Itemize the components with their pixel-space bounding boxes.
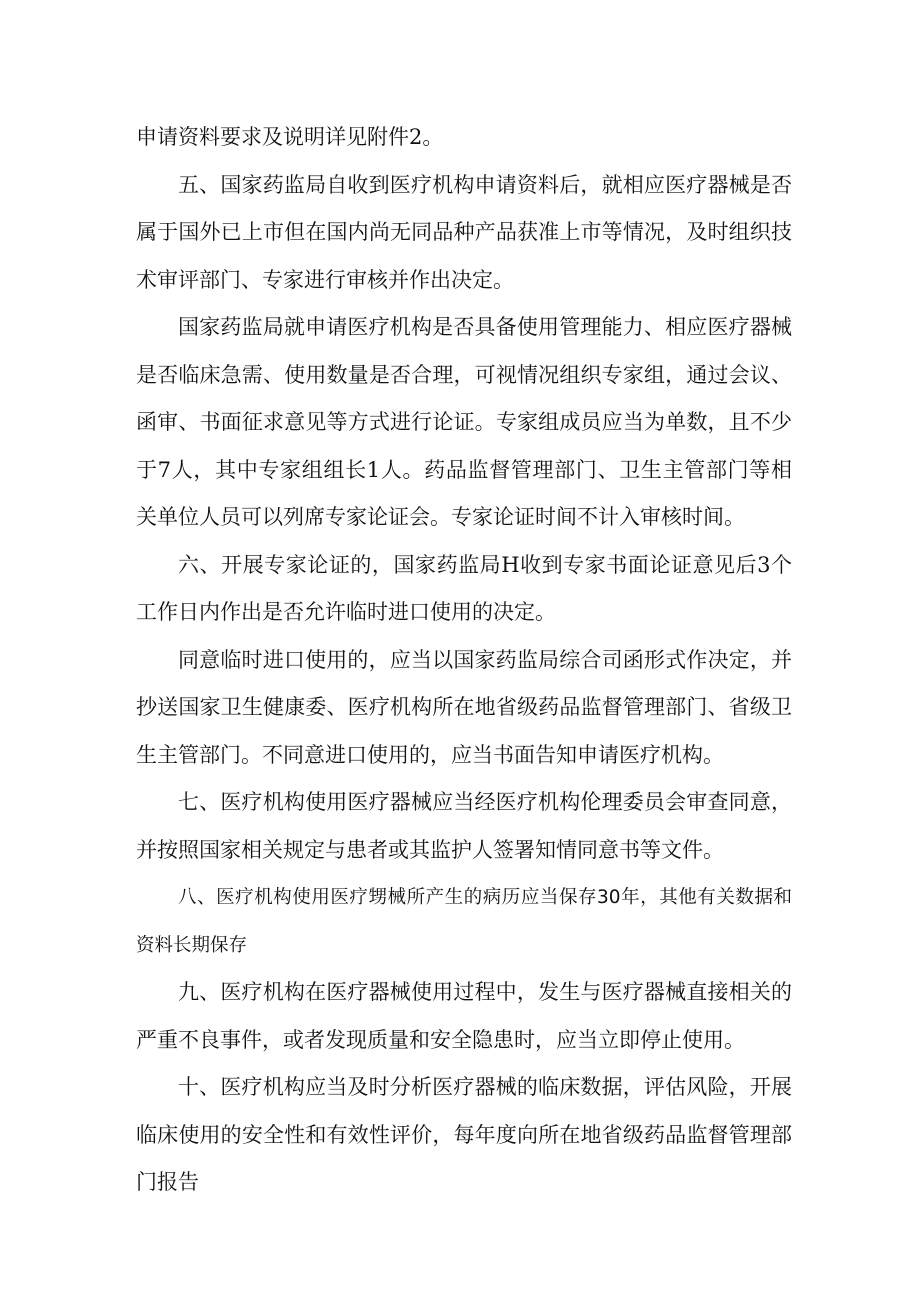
paragraph-section-6: 六、开展专家论证的，国家药监局H收到专家书面论证意见后3个工作日内作出是否允许临时进口使用的决定。 (136, 552, 792, 624)
document-body (136, 114, 792, 1207)
paragraph-attachment-note: 申请资料要求及说明详见附件2。 (136, 125, 444, 149)
paragraph-section-9: 九、医疗机构在医疗器械使用过程中，发生与医疗器械直接相关的严重不良事件，或者发现质量和安全隐患时，应当立即停止使用。 (136, 980, 792, 1052)
paragraph-section-5: 五、国家药监局自收到医疗机构申请资料后，就相应医疗器械是否属于国外已上市但在国内尚无同品种产品获准上市等情况，及时组织技术审评部门、专家进行审核并作出决定。 (136, 172, 792, 292)
paragraph-expert-review: 国家药监局就申请医疗机构是否具备使用管理能力、相应医疗器械是否临床急需、使用数量是否合理，可视情况组织专家组，通过会议、函审、书面征求意见等方式进行论证。专家组成员应当为单数，且不少于7人，其中专家组组长1人。药品监督管理部门、卫生主管部门等相关单位人员可以列席专家论证会。专家论证时间不计入审核时间。 (136, 315, 792, 529)
paragraph-approval: 同意临时进口使用的，应当以国家药监局综合司函形式作决定，并抄送国家卫生健康委、医疗机构所在地省级药品监督管理部门、省级卫生主管部门。不同意进口使用的，应当书面告知申请医疗机构。 (136, 647, 792, 767)
paragraph-section-8: 八、医疗机构使用医疗甥械所产生的病历应当保存30年，其他有关数据和资料长期保存 (136, 887, 792, 956)
paragraph-section-10: 十、医疗机构应当及时分析医疗器械的临床数据，评估风险，开展临床使用的安全性和有效性评价，每年度向所在地省级药品监督管理部门报告 (136, 1075, 792, 1194)
paragraph-section-7: 七、医疗机构使用医疗器械应当经医疗机构伦理委员会审查同意，并按照国家相关规定与患者或其监护人签署知情同意书等文件。 (136, 790, 792, 862)
